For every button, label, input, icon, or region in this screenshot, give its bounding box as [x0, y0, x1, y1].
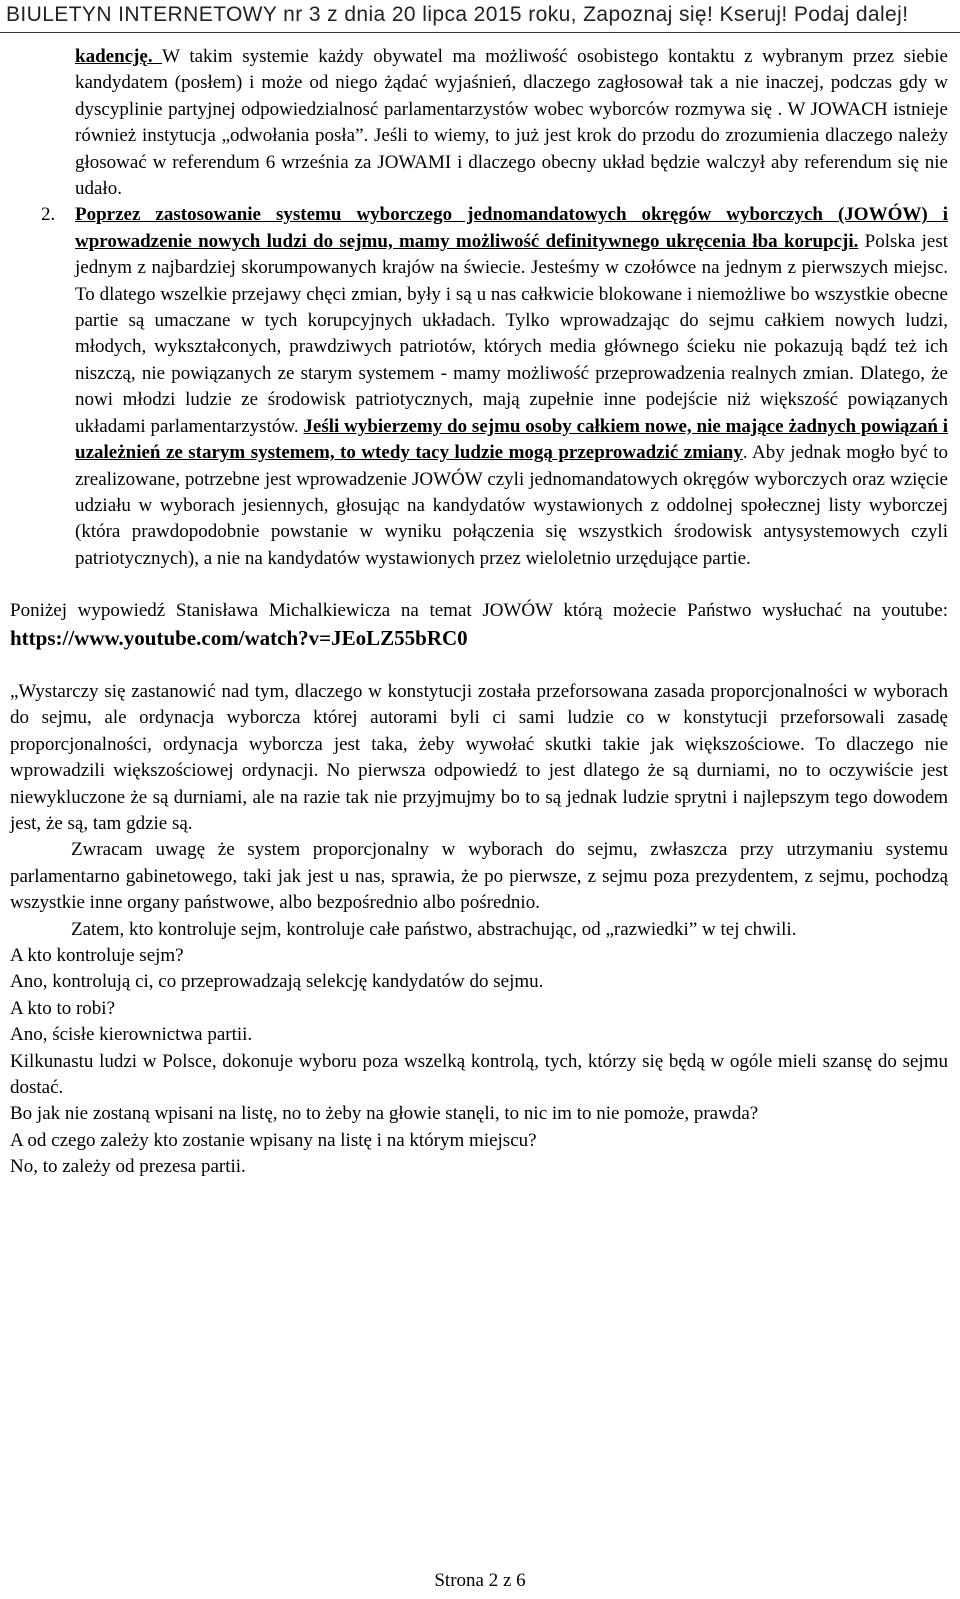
page-number: Strona 2 z 6 — [434, 1570, 526, 1591]
quote-line: No, to zależy od prezesa partii. — [10, 1156, 246, 1178]
quote-paragraph-2: Zwracam uwagę że system proporcjonalny w wyborach do sejmu, zwłaszcza przy utrzymaniu systemu parlamentarno gabinetowego, taki jak jest u nas, sprawia, że po pierwsze, z sejmu poza prezydentem, z sejmu, pochodzą wszystkie inne organy państwowe, albo bezpośrednio albo pośrednio. — [10, 839, 948, 914]
quote-line: A od czego zależy kto zostanie wpisany na listę i na którym miejscu? — [10, 1129, 537, 1151]
item-2-text-1: Polska jest jednym z najbardziej skorumpowanych krajów na świecie. Jesteśmy w czołówce na jednym z pierwszych miejsc. To dlatego wszelkie przejawy chęci zmian, były i są u nas całkwicie blokowane i niemożliwe bo wszystkie obecne partie są umaczane w tych korupcyjnych układach. Tylko wprowadzając do sejmu całkiem nowych ludzi, młodych, wykształconych, prawdziwych patriotów, których media głównego ścieku nie pokazują bądź też ich niszczą, nie powiązanych ze starym systemem - mamy możliwość przeprowadzenia realnych zmian. Dlatego, że nowi młodzi ludzie ze środowisk patriotycznych, mają zupełnie inne podejście niż większość powiązanych układami parlamentarzystów. — [75, 230, 949, 437]
quote-line: Ano, kontrolują ci, co przeprowadzają selekcję kandydatów do sejmu. — [10, 971, 544, 993]
bulletin-header: BIULETYN INTERNETOWY nr 3 z dnia 20 lipca 2015 roku, Zapoznaj się! Kseruj! Podaj dalej! — [6, 3, 909, 26]
item-2-paragraph — [75, 202, 948, 572]
item-1-continuation — [10, 44, 948, 202]
intro-text: Poniżej wypowiedź Stanisława Michalkiewicza na temat JOWÓW którą możecie Państwo wysłuchać na youtube: — [10, 600, 948, 622]
youtube-link[interactable]: https://www.youtube.com/watch?v=JEoLZ55bRC0 — [10, 625, 468, 650]
item-2-bold-lead: Poprzez zastosowanie systemu wyborczego jednomandatowych okręgów wyborczych (JOWÓW) i wprowadzenie nowych ludzi do sejmu, mamy możliwość definitywnego ukręcenia łba korupcji. — [75, 204, 948, 252]
document-body — [10, 44, 948, 1181]
item-2-block — [41, 202, 949, 572]
item-2-number: 2. — [41, 204, 56, 226]
quote-line: Kilkunastu ludzi w Polsce, dokonuje wyboru poza wszelką kontrolą, tych, którzy się będą w ogóle mieli szansę do sejmu dostać. — [10, 1050, 948, 1099]
intro-paragraph — [10, 598, 948, 653]
quote-line: A kto to robi? — [10, 997, 116, 1019]
item-2 — [10, 202, 948, 572]
item-1-lead: kadencję. — [75, 46, 163, 67]
item-2-bold-mid: Jeśli wybierzemy do sejmu osoby całkiem nowe, nie mające żadnych powiązań i uzależnień ze starym systemem, to wtedy tacy ludzie mogą przeprowadzić zmiany — [75, 415, 948, 464]
quote-line: Bo jak nie zostaną wpisani na listę, no to żeby na głowie stanęli, to nic im to nie pomoże, prawda? — [10, 1103, 759, 1125]
quote-paragraph-3: Zatem, kto kontroluje sejm, kontroluje całe państwo, abstrachując, od „razwiedki” w tej chwili. — [71, 918, 797, 940]
quote-line: Ano, ścisłe kierownictwa partii. — [10, 1024, 253, 1046]
item-1-text: W takim systemie każdy obywatel ma możliwość osobistego kontaktu z wybranym przez siebie kandydatem (posłem) i może od niego żądać wyjaśnień, dlaczego zagłosował tak a nie inaczej, podczas gdy w dyscyplinie partyjnej odpowiedzialnosć parlamentarzystów wobec wyborców rozmywa się . W JOWACH istnieje również instytucja „odwołania posła”. Jeśli to wiemy, to już jest krok do przodu do zrozumienia dlaczego należy głosować w referendum 6 września za JOWAMI i dlaczego obecny układ będzie walczył aby referendum się nie udało. — [75, 46, 948, 200]
item-1-paragraph — [75, 44, 948, 202]
item-2-text-2: . Aby jednak mogło być to zrealizowane, potrzebne jest wprowadzenie JOWÓW czyli jednomandatowych okręgów wyborczych oraz wzięcie udziału w wyborach jesiennych, głosując na kandydatów wystawionych z oddolnej społecznej listy wyborczej (która prawdopodobnie powstanie w wyniku połączenia się wszystkich środowisk antysystemowych czyli patriotycznych), a nie na kandydatów wystawionych przez wieloletnio urzędujące partie. — [75, 442, 948, 569]
quote-line: A kto kontroluje sejm? — [10, 945, 184, 966]
quote-paragraph-1: „Wystarczy się zastanowić nad tym, dlaczego w konstytucji została przeforsowana zasada proporcjonalności w wyborach do sejmu, ale ordynacja wyborcza której autorami byli ci sami ludzie co w konstytucji przeforsowali zasadę proporcjonalności, ordynacja wyborcza jest taka, żeby wywołać skutki takie jak większościowe. To dlaczego nie wprowadzili większościowej ordynacji. No pierwsza odpowiedź to jest dlatego że są durniami, no to oczywiście jest niewykluczone że są durniami, ale na razie tak nie przyjmujmy bo to są jednak ludzie sprytni i najlepszym tego dowodem jest, że są, tam gdzie są. — [10, 680, 948, 834]
header-divider — [0, 32, 960, 33]
